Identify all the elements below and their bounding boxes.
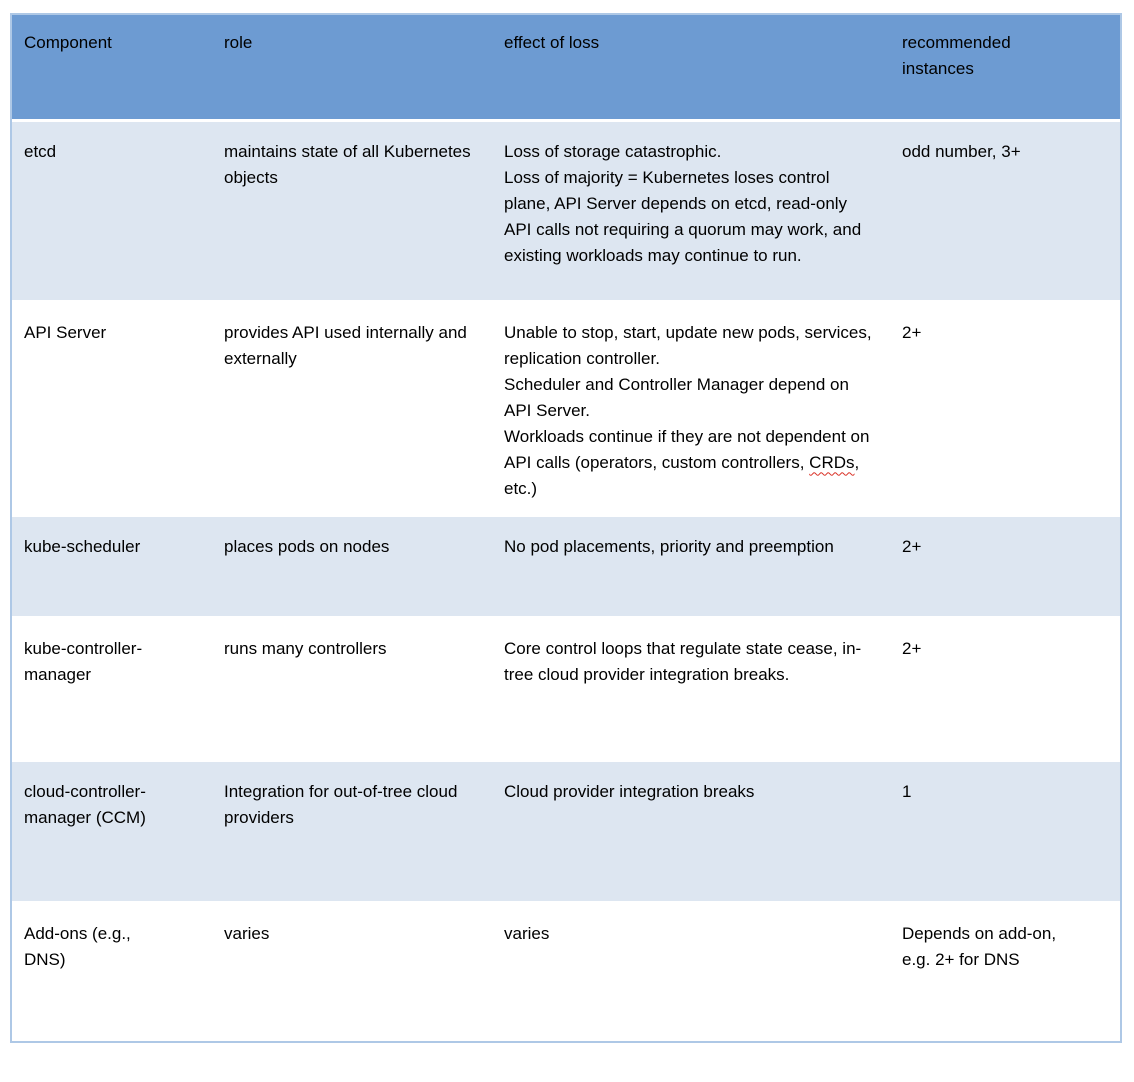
effect-paragraph: varies bbox=[504, 923, 550, 943]
table-row-api-server bbox=[12, 301, 1120, 515]
effect-paragraph: Loss of storage catastrophic. bbox=[504, 141, 722, 161]
cell-instances: 1 bbox=[902, 781, 912, 801]
table-row-kube-scheduler bbox=[12, 515, 1120, 617]
table-row-etcd bbox=[12, 120, 1120, 301]
effect-paragraph: Core control loops that regulate state cease, in-tree cloud provider integration breaks. bbox=[504, 638, 862, 684]
cell-instances: Depends on add-on, e.g. 2+ for DNS bbox=[902, 923, 1057, 969]
cell-effect bbox=[492, 515, 890, 617]
table-row-kube-controller-manager bbox=[12, 617, 1120, 760]
k8s-control-plane-table bbox=[12, 15, 1120, 1041]
cell-effect bbox=[492, 617, 890, 760]
effect-text: Workloads continue if they are not dependent on API calls (operators, custom controllers, bbox=[504, 426, 870, 472]
header-row bbox=[12, 15, 1120, 120]
cell-role: maintains state of all Kubernetes objects bbox=[224, 141, 471, 187]
cell-instances: 2+ bbox=[902, 322, 922, 342]
effect-paragraph: Loss of majority = Kubernetes loses control plane, API Server depends on etcd, read-only API calls not requiring a quorum may work, and existing workloads may continue to run. bbox=[504, 167, 862, 265]
cell-role: varies bbox=[224, 923, 270, 943]
cell-role: Integration for out-of-tree cloud providers bbox=[224, 781, 458, 827]
cell-component: Add-ons (e.g., DNS) bbox=[24, 923, 131, 969]
effect-paragraph: Unable to stop, start, update new pods, services, replication controller. bbox=[504, 322, 872, 368]
cell-effect bbox=[492, 301, 890, 515]
cell-role: provides API used internally and externally bbox=[224, 322, 467, 368]
effect-paragraph bbox=[504, 424, 878, 502]
effect-paragraph: Scheduler and Controller Manager depend on API Server. bbox=[504, 374, 849, 420]
cell-instances: 2+ bbox=[902, 638, 922, 658]
cell-component: kube-scheduler bbox=[24, 536, 141, 556]
cell-instances: 2+ bbox=[902, 536, 922, 556]
table-row-add-ons bbox=[12, 902, 1120, 1041]
cell-component: API Server bbox=[24, 322, 107, 342]
cell-role: places pods on nodes bbox=[224, 536, 390, 556]
column-header-component: Component bbox=[24, 33, 112, 52]
cell-role: runs many controllers bbox=[224, 638, 387, 658]
effect-text: , etc.) bbox=[504, 452, 860, 498]
cell-effect bbox=[492, 760, 890, 902]
effect-paragraph: Cloud provider integration breaks bbox=[504, 781, 755, 801]
misspelled-word: CRDs bbox=[809, 452, 855, 472]
component-table-container bbox=[10, 13, 1122, 1043]
effect-paragraph: No pod placements, priority and preemption bbox=[504, 536, 834, 556]
column-header-effect-of-loss: effect of loss bbox=[504, 33, 600, 52]
column-header-recommended-instances: recommended instances bbox=[902, 33, 1011, 78]
table-row-cloud-controller-manager bbox=[12, 760, 1120, 902]
cell-effect bbox=[492, 902, 890, 1041]
column-header-role: role bbox=[224, 33, 253, 52]
cell-effect bbox=[492, 120, 890, 301]
cell-component: cloud-controller-manager (CCM) bbox=[24, 781, 146, 827]
cell-component: etcd bbox=[24, 141, 57, 161]
cell-instances: odd number, 3+ bbox=[902, 141, 1021, 161]
cell-component: kube-controller-manager bbox=[24, 638, 143, 684]
